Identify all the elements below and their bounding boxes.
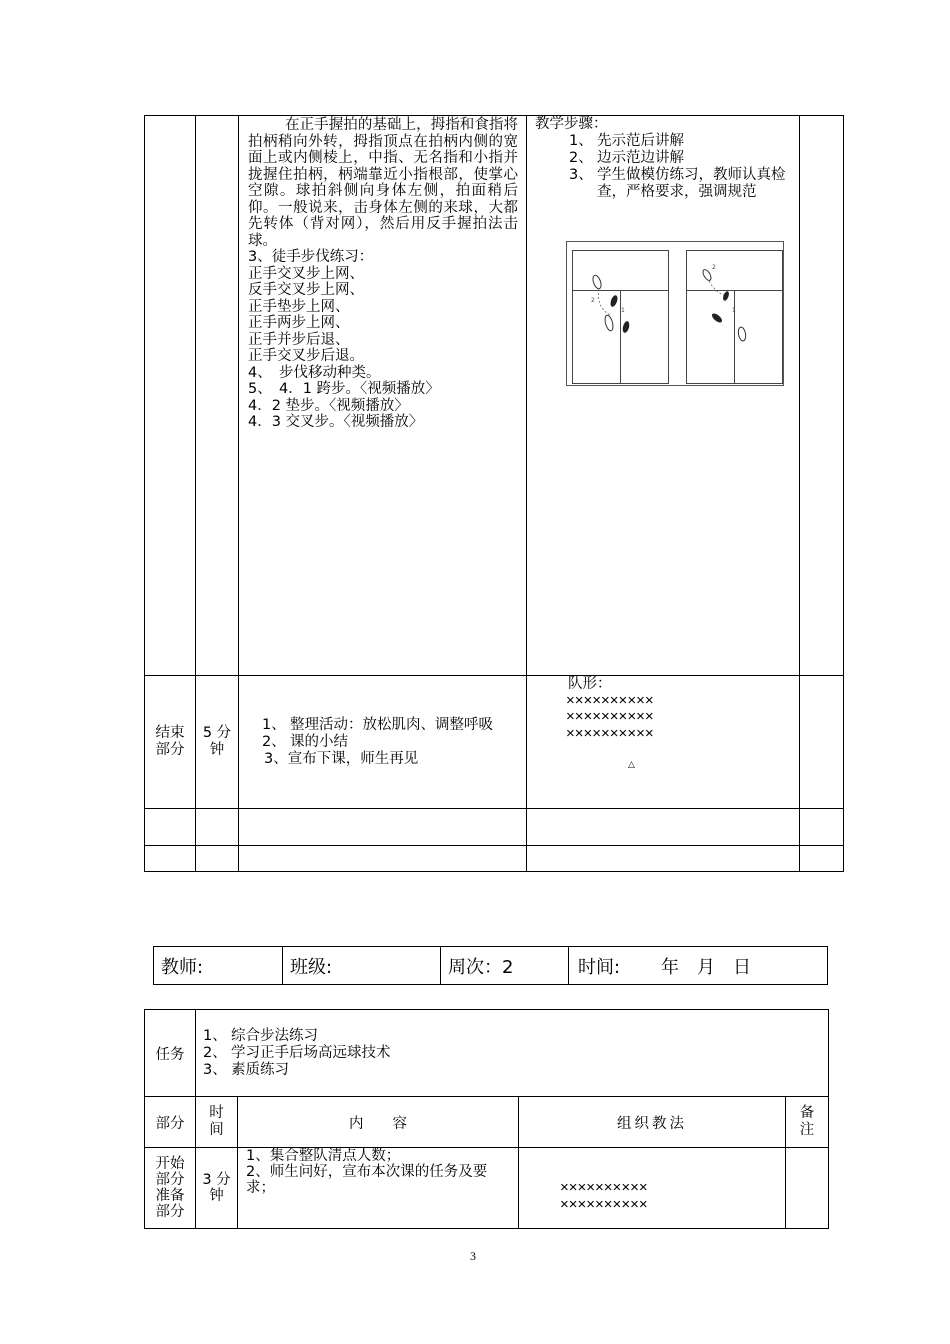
time-label: 3 分 bbox=[202, 1172, 231, 1188]
part-label: 部分 bbox=[155, 742, 185, 758]
content-line: 面上或内侧棱上，中指、无名指和小指并 bbox=[248, 150, 518, 166]
empty-cell bbox=[144, 808, 196, 846]
part-label: 开始 bbox=[155, 1156, 185, 1172]
step-number: 1、 bbox=[569, 133, 593, 149]
task-item bbox=[203, 1028, 828, 1045]
task-number: 3、 bbox=[203, 1061, 227, 1078]
figure-label: 2 bbox=[591, 297, 595, 304]
empty-cell bbox=[526, 808, 800, 846]
line-text: 课的小结 bbox=[290, 733, 348, 750]
content-line: 拍柄稍向外转，拇指顶点在拍柄内侧的宽 bbox=[248, 133, 518, 150]
time-label: 钟 bbox=[209, 1188, 224, 1204]
content-line: 拢握住拍柄，柄端靠近小指根部，使掌心 bbox=[248, 166, 518, 183]
step-number: 3、 bbox=[569, 167, 593, 183]
line-text: 整理活动：放松肌肉、调整呼吸 bbox=[290, 716, 493, 733]
start-remark-cell bbox=[785, 1147, 829, 1229]
part-label: 部分 bbox=[155, 1172, 185, 1188]
class-label: 班级: bbox=[290, 956, 333, 978]
content-line: 3、宣布下课，师生再见 bbox=[264, 750, 419, 767]
content-line: 1、集合整队清点人数； bbox=[246, 1148, 401, 1164]
start-part-cell bbox=[144, 1147, 196, 1229]
method-step bbox=[569, 133, 799, 150]
task-item bbox=[203, 1045, 828, 1062]
part-label: 准备 bbox=[155, 1188, 185, 1204]
content-line: 正手交叉步后退。 bbox=[248, 348, 364, 364]
content-line: 球。 bbox=[248, 232, 277, 249]
header-remark-label: 备 bbox=[799, 1105, 815, 1121]
hollow-footprint bbox=[701, 268, 712, 281]
step-text: 学生做模仿练习，教师认真检 bbox=[597, 167, 786, 183]
end-remark-cell bbox=[799, 675, 844, 809]
teacher-label: 教师: bbox=[161, 956, 204, 978]
method-step bbox=[569, 150, 799, 167]
figure-frame bbox=[567, 242, 784, 386]
content-line: 空隙。球拍斜侧向身体左侧，拍面稍后 bbox=[248, 183, 518, 199]
empty-cell bbox=[195, 808, 239, 846]
start-time-cell bbox=[195, 1147, 238, 1229]
content-line: 4．2 垫步。〈视频播放〉 bbox=[248, 397, 409, 414]
start-content-cell bbox=[237, 1147, 519, 1229]
content-line: 反手交叉步上网、 bbox=[248, 282, 364, 298]
solid-footprint bbox=[609, 294, 619, 307]
date-placeholder: 年 月 日 bbox=[661, 956, 751, 978]
header-content-label: 内 容 bbox=[349, 1115, 407, 1132]
header-method-label: 组织教法 bbox=[617, 1115, 687, 1132]
task-number: 2、 bbox=[203, 1044, 227, 1061]
end-formation-cell bbox=[526, 675, 800, 809]
solid-footprint bbox=[722, 290, 730, 301]
content-line: 3、徒手步伐练习： bbox=[248, 249, 374, 265]
week-label: 周次：2 bbox=[448, 956, 514, 978]
content-line: 2、师生问好，宣布本次课的任务及要 bbox=[246, 1164, 488, 1180]
method-title: 教学步骤： bbox=[535, 116, 608, 132]
time-label: 钟 bbox=[209, 742, 225, 758]
top-row1-content-cell bbox=[238, 115, 527, 676]
teacher-position-marker: △ bbox=[628, 760, 635, 770]
empty-cell bbox=[526, 845, 800, 872]
content-line bbox=[262, 717, 526, 734]
empty-cell bbox=[799, 845, 844, 872]
task-label-cell bbox=[144, 1009, 196, 1097]
task-text: 学习正手后场高远球技术 bbox=[231, 1044, 391, 1061]
content-line: 4．3 交叉步。〈视频播放〉 bbox=[248, 414, 424, 430]
content-line: 求； bbox=[246, 1180, 275, 1196]
empty-cell bbox=[238, 808, 527, 846]
content-line: 先转体（背对网），然后用反手握拍法击 bbox=[248, 216, 518, 232]
method-step bbox=[569, 167, 799, 184]
class-field bbox=[282, 946, 441, 985]
empty-cell bbox=[195, 845, 239, 872]
left-footwork-path bbox=[598, 289, 610, 315]
teacher-field bbox=[153, 946, 283, 985]
header-time bbox=[195, 1096, 238, 1148]
line-number: 1、 bbox=[262, 716, 286, 733]
task-text: 素质练习 bbox=[231, 1061, 289, 1078]
top-row1-time-cell bbox=[195, 115, 239, 676]
step-text: 先示范后讲解 bbox=[597, 133, 684, 149]
hollow-footprint bbox=[604, 314, 615, 331]
header-part bbox=[144, 1096, 196, 1148]
line-number: 2、 bbox=[262, 733, 286, 750]
solid-footprint bbox=[710, 312, 723, 324]
task-label: 任务 bbox=[155, 1046, 185, 1063]
right-footwork-path bbox=[709, 281, 724, 295]
solid-footprint bbox=[622, 320, 631, 333]
task-list-cell bbox=[195, 1009, 829, 1097]
figure-label: 2 bbox=[712, 264, 716, 271]
header-remark bbox=[785, 1096, 829, 1148]
figure-label: 1 bbox=[732, 307, 736, 314]
content-line bbox=[262, 734, 526, 751]
time-field bbox=[568, 946, 828, 985]
hollow-footprint bbox=[737, 326, 746, 341]
empty-cell bbox=[799, 808, 844, 846]
empty-cell bbox=[144, 845, 196, 872]
task-item bbox=[203, 1062, 828, 1079]
end-time-cell bbox=[195, 675, 239, 809]
formation-label: 队形： bbox=[568, 676, 612, 692]
header-method bbox=[518, 1096, 786, 1148]
top-row1-remark-cell bbox=[799, 115, 844, 676]
part-label: 结束 bbox=[155, 725, 185, 741]
content-line: 仰。一般说来，击身体左侧的来球，大都 bbox=[248, 199, 518, 216]
step-text-continuation: 查，严格要求，强调规范 bbox=[597, 184, 757, 200]
content-line: 正手两步上网、 bbox=[248, 315, 350, 331]
top-row1-part-cell bbox=[144, 115, 196, 676]
content-line: 正手交叉步上网、 bbox=[248, 265, 364, 282]
header-part-label: 部分 bbox=[155, 1115, 185, 1132]
formation-row: ×××××××××× bbox=[566, 724, 654, 742]
page-number: 3 bbox=[470, 1249, 476, 1263]
start-formation-cell bbox=[518, 1147, 786, 1229]
top-row1-method-cell bbox=[526, 115, 800, 676]
header-remark-label: 注 bbox=[799, 1122, 815, 1138]
formation-row: ×××××××××× bbox=[566, 708, 654, 725]
content-line: 5、 4．1 跨步。〈视频播放〉 bbox=[248, 381, 440, 397]
time-label: 5 分 bbox=[202, 725, 232, 741]
week-field bbox=[440, 946, 569, 985]
content-line: 正手并步后退、 bbox=[248, 331, 350, 348]
header-time-label: 时 bbox=[209, 1105, 224, 1121]
content-line: 在正手握拍的基础上，拇指和食指将 bbox=[285, 117, 518, 133]
end-part-cell bbox=[144, 675, 196, 809]
step-text: 边示范边讲解 bbox=[597, 150, 684, 166]
footwork-diagram bbox=[566, 241, 784, 386]
time-label: 时间: bbox=[578, 956, 621, 978]
formation-row: ×××××××××× bbox=[566, 691, 654, 709]
step-number: 2、 bbox=[569, 150, 593, 166]
header-time-label: 间 bbox=[209, 1122, 224, 1138]
content-line: 4、 步伐移动种类。 bbox=[248, 364, 381, 381]
figure-label: 1 bbox=[621, 307, 625, 314]
part-label: 部分 bbox=[155, 1204, 185, 1220]
hollow-footprint bbox=[591, 274, 602, 290]
header-content bbox=[237, 1096, 519, 1148]
empty-cell bbox=[238, 845, 527, 872]
task-number: 1、 bbox=[203, 1027, 227, 1044]
end-content-cell bbox=[238, 675, 527, 809]
content-line: 正手垫步上网、 bbox=[248, 298, 350, 315]
formation-row: ×××××××××× bbox=[560, 1196, 648, 1213]
task-text: 综合步法练习 bbox=[231, 1027, 318, 1044]
formation-row: ×××××××××× bbox=[560, 1179, 648, 1196]
